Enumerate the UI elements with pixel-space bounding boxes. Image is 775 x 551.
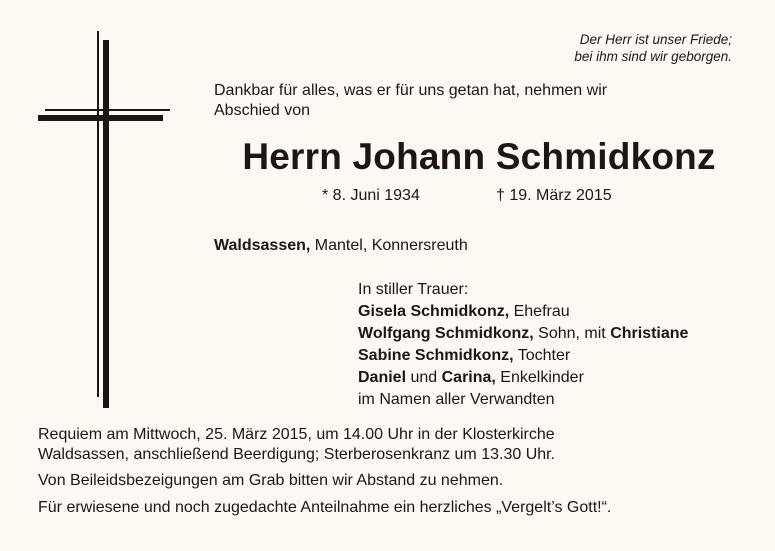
requiem-line-1: Requiem am Mittwoch, 25. März 2015, um 14.00 Uhr in der Klosterkirche: [38, 426, 555, 443]
mourner-row: [358, 323, 688, 345]
cross-thin-horizontal: [45, 109, 170, 111]
mourners-heading: In stiller Trauer:: [358, 281, 469, 298]
condolence-note: Von Beileidsbezeigungen am Grab bitten wir Abstand zu nehmen.: [38, 472, 504, 489]
mourner-row: [358, 301, 688, 323]
mourner-name: Daniel: [358, 369, 407, 386]
place-others: Mantel, Konnersreuth: [310, 237, 468, 254]
cross-thick-vertical: [103, 40, 109, 408]
cross-thin-vertical: [97, 31, 99, 397]
requiem-line-2: Waldsassen, anschließend Beerdigung; Sterberosenkranz um 13.30 Uhr.: [38, 446, 556, 463]
mourner-name: Gisela Schmidkonz,: [358, 303, 510, 320]
mourner-relation: Tochter: [513, 347, 571, 364]
cross-thick-horizontal: [38, 115, 163, 121]
place-main: Waldsassen,: [214, 237, 311, 254]
bible-motto: [480, 31, 732, 65]
mourner-name: Sabine Schmidkonz,: [358, 347, 514, 364]
intro-text: [214, 81, 684, 121]
motto-line-1: Der Herr ist unser Friede;: [579, 32, 732, 47]
motto-line-2: bei ihm sind wir geborgen.: [574, 49, 732, 64]
birth-date: * 8. Juni 1934: [322, 187, 420, 204]
places-line: [214, 236, 468, 256]
thanks-note: Für erwiesene und noch zugedachte Anteilnahme ein herzliches „Vergelt’s Gott!“.: [38, 499, 612, 516]
death-date: † 19. März 2015: [496, 187, 612, 204]
mourner-relation: Sohn, mit: [533, 325, 611, 342]
mourners-list: [358, 279, 688, 411]
mourner-row: [358, 367, 688, 389]
intro-line-1: Dankbar für alles, was er für uns getan hat, nehmen wir: [214, 82, 608, 99]
mourner-conjunction: und: [406, 369, 442, 386]
notices: [38, 425, 758, 518]
mourner-relation: Ehefrau: [509, 303, 570, 320]
intro-line-2: Abschied von: [214, 102, 311, 119]
mourner-row: [358, 345, 688, 367]
deceased-name: Herrn Johann Schmidkonz: [242, 136, 716, 177]
mourner-partner-name: Christiane: [610, 325, 689, 342]
mourner-name: Wolfgang Schmidkonz,: [358, 325, 534, 342]
mourners-closing: im Namen aller Verwandten: [358, 391, 555, 408]
mourner-relation: Enkelkinder: [495, 369, 584, 386]
mourner-name-2: Carina,: [441, 369, 496, 386]
